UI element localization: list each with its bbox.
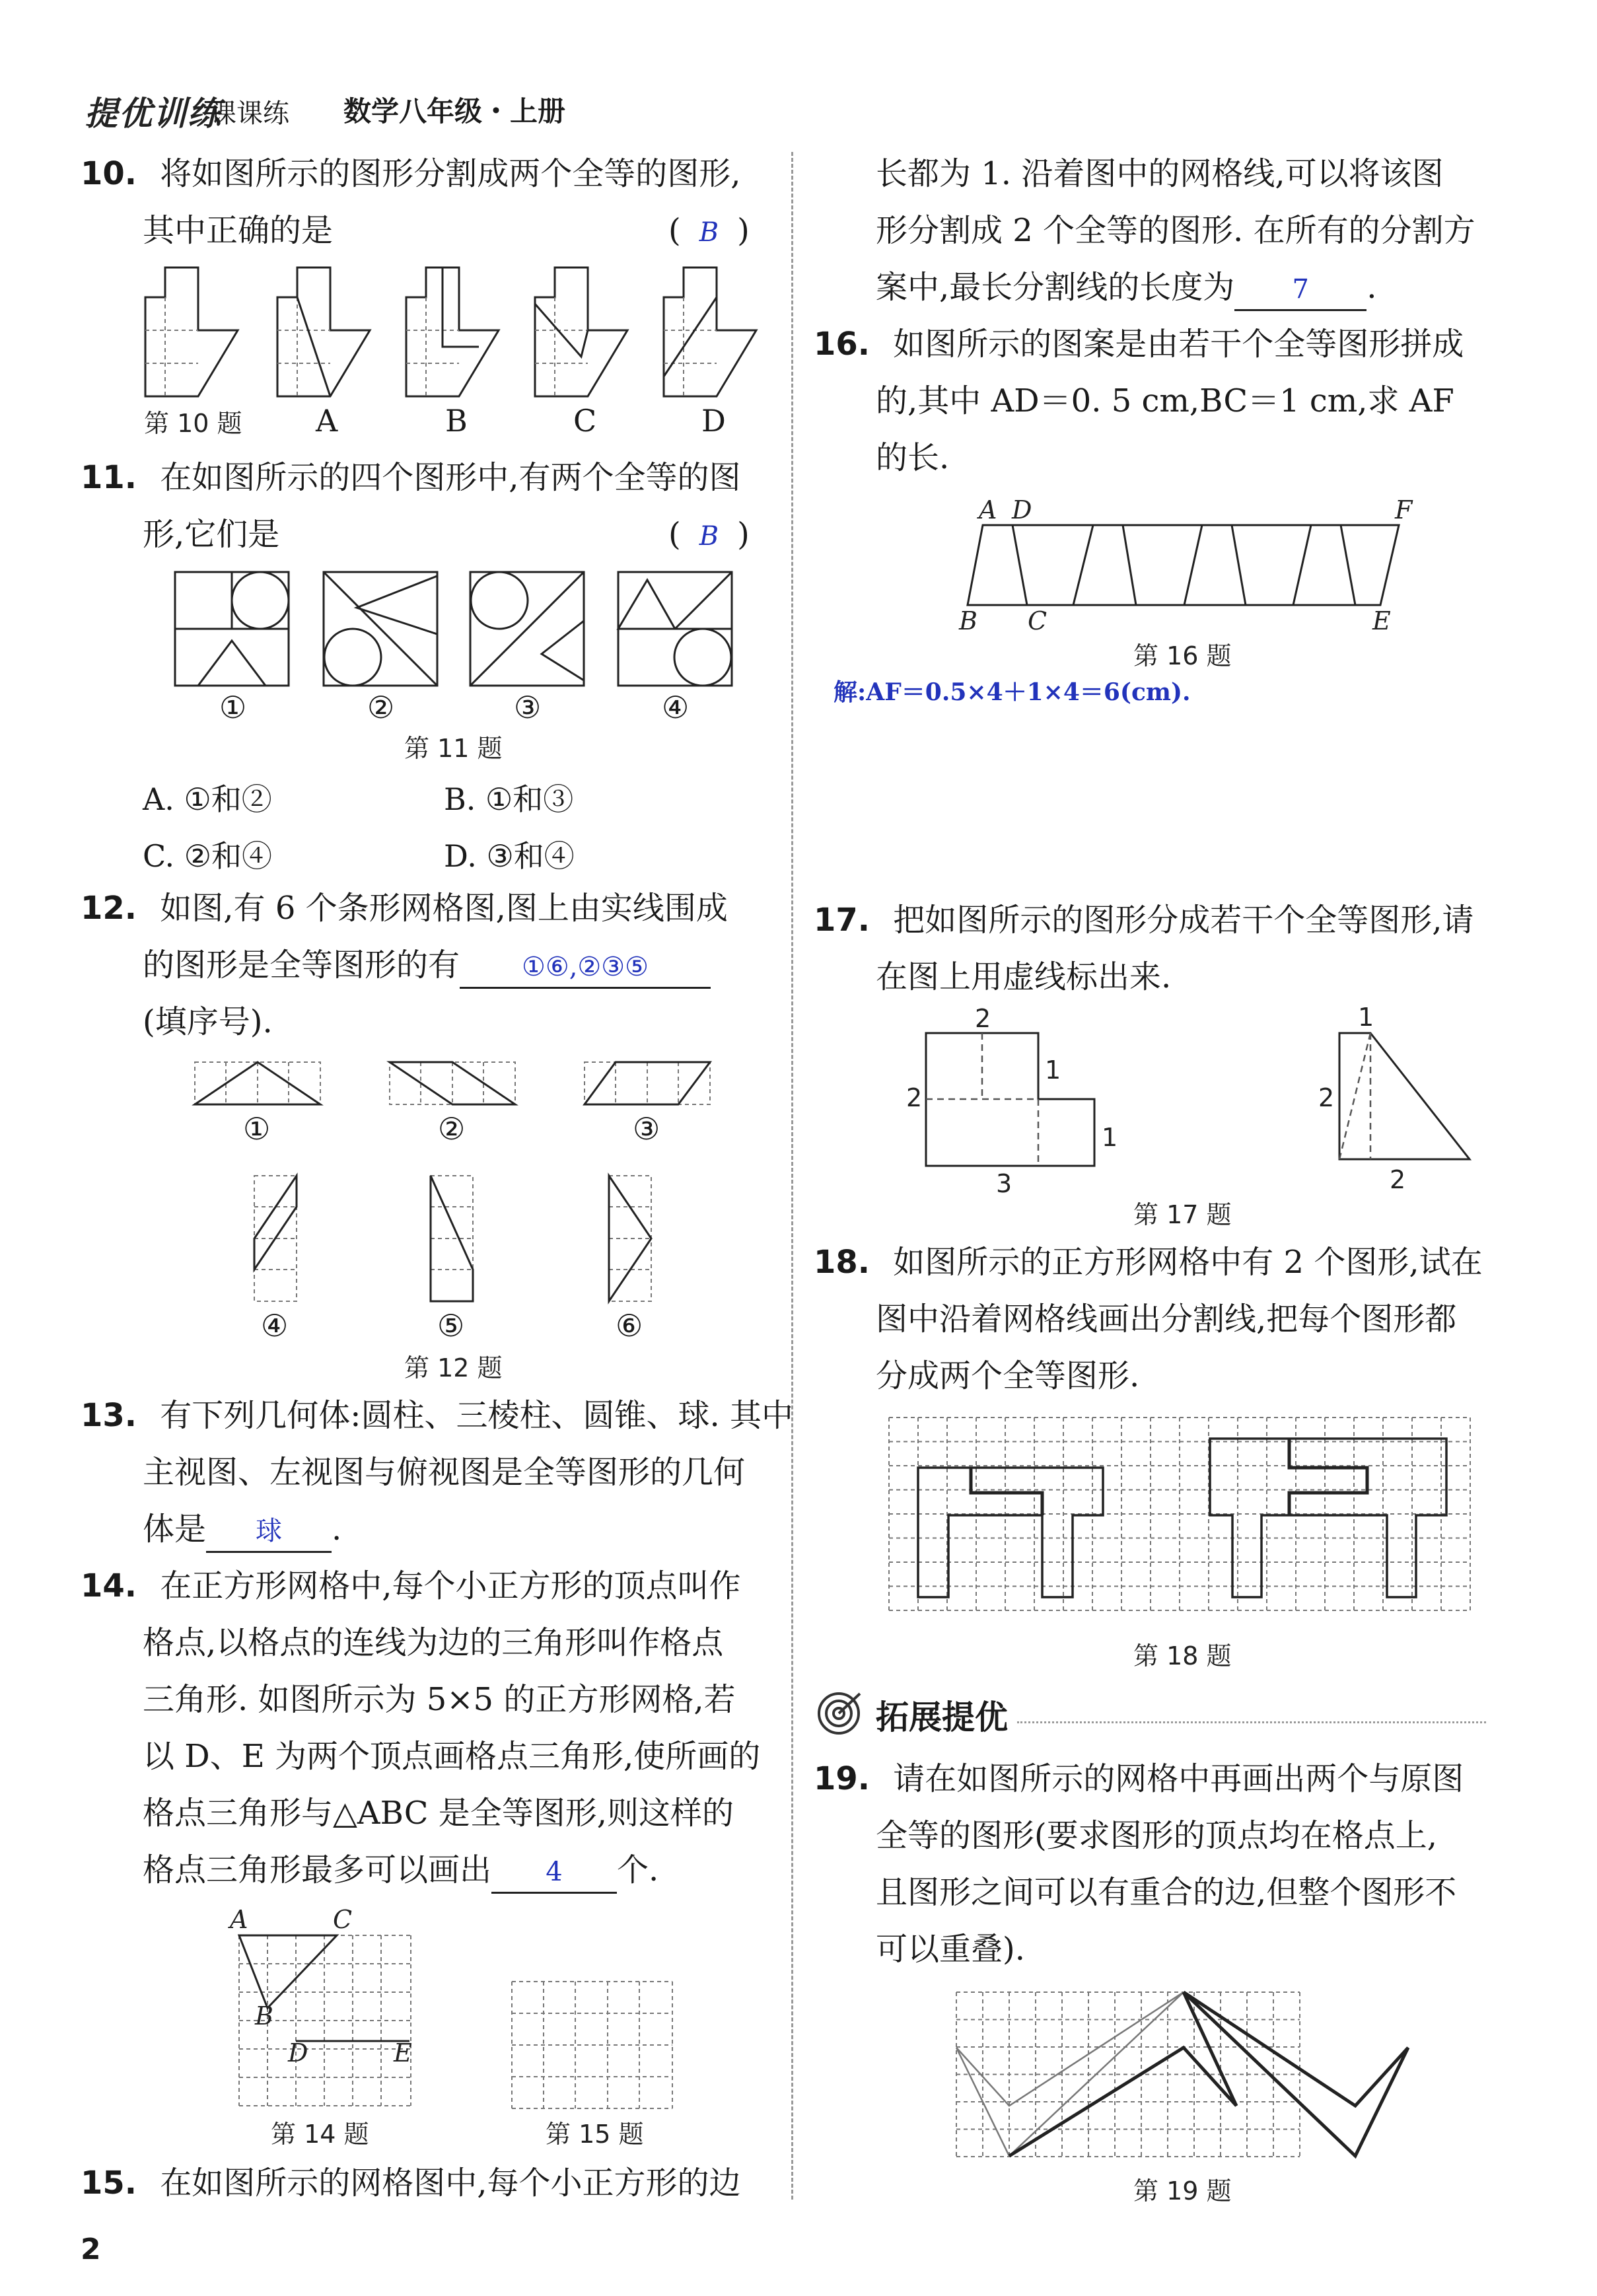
q17-caption: 第 17 题 bbox=[1133, 1200, 1232, 1229]
q12-text2: 的图形是全等图形的有 bbox=[143, 947, 460, 984]
q10-caption: 第 10 题 bbox=[144, 409, 242, 438]
q15-cont1: 长都为 1. 沿着图中的网格线,可以将该图 bbox=[876, 155, 1444, 192]
q12-fig-label-6: ⑥ bbox=[616, 1308, 643, 1344]
q14-line1: 14. 在正方形网格中,每个小正方形的顶点叫作 bbox=[81, 1567, 741, 1604]
q12-fig-label-3: ③ bbox=[633, 1111, 660, 1147]
q12-number: 12. bbox=[81, 890, 137, 927]
brand-subtitle: 课课练 bbox=[210, 98, 289, 129]
q14-point-c: C bbox=[333, 1905, 353, 1934]
q15-answer: 7 bbox=[1234, 269, 1366, 311]
q10-label-a: A bbox=[316, 403, 338, 439]
q19-line4: 可以重叠). bbox=[876, 1931, 1025, 1968]
q11-caption: 第 11 题 bbox=[404, 734, 503, 763]
q13-text2: 主视图、左视图与俯视图是全等图形的几何 bbox=[143, 1454, 746, 1491]
q14-line4: 以 D、E 为两个顶点画格点三角形,使所画的 bbox=[143, 1738, 761, 1775]
q12-text1: 如图,有 6 个条形网格图,图上由实线围成 bbox=[160, 890, 728, 927]
q17-label-right: 1 bbox=[1102, 1123, 1118, 1152]
q10-text1: 将如图所示的图形分割成两个全等的图形, bbox=[160, 155, 741, 192]
q17-label-top: 2 bbox=[975, 1004, 991, 1033]
q17-text2: 在图上用虚线标出来. bbox=[876, 958, 1172, 995]
q12-fig-label-2: ② bbox=[438, 1111, 466, 1147]
q11-answer: B bbox=[699, 521, 719, 552]
q10-label-d: D bbox=[701, 403, 726, 439]
q14-point-d: D bbox=[288, 2038, 308, 2067]
q16-text2: 的,其中 AD＝0. 5 cm,BC＝1 cm,求 AF bbox=[876, 382, 1454, 419]
q17-label-bottom: 3 bbox=[996, 1169, 1012, 1198]
q16-point-d: D bbox=[1012, 495, 1032, 524]
q11-option-a: A. ①和② bbox=[143, 781, 272, 817]
q14-line2: 格点,以格点的连线为边的三角形叫作格点 bbox=[143, 1624, 724, 1661]
q13-text1: 有下列几何体:圆柱、三棱柱、圆锥、球. 其中 bbox=[160, 1397, 793, 1434]
q10-text2: 其中正确的是 bbox=[143, 212, 334, 249]
q12-fig-label-1: ① bbox=[243, 1111, 271, 1147]
q14-point-e: E bbox=[394, 2038, 412, 2067]
q10-answer: B bbox=[699, 217, 719, 248]
q10-label-c: C bbox=[573, 403, 597, 439]
q11-fig-label-1: ① bbox=[219, 690, 247, 725]
q14-caption: 第 14 题 bbox=[271, 2120, 369, 2149]
q19-line1: 19. 请在如图所示的网格中再画出两个与原图 bbox=[814, 1760, 1464, 1797]
q16-solution: 解:AF＝0.5×4＋1×4＝6(cm). bbox=[834, 678, 1191, 706]
q14-number: 14. bbox=[81, 1567, 137, 1604]
q10-label-b: B bbox=[445, 403, 468, 439]
q16-point-b: B bbox=[959, 606, 977, 635]
q16-number: 16. bbox=[814, 326, 870, 363]
q17-label-mid: 1 bbox=[1045, 1056, 1061, 1085]
q18-text2: 图中沿着网格线画出分割线,把每个图形都 bbox=[876, 1301, 1457, 1338]
q19-caption: 第 19 题 bbox=[1133, 2176, 1232, 2206]
q13-answer: 球 bbox=[206, 1511, 332, 1553]
q17-label-left: 2 bbox=[906, 1083, 923, 1112]
q13-line3: 体是 球 . bbox=[143, 1501, 341, 1558]
q14-line6: 格点三角形最多可以画出 4 个. bbox=[143, 1842, 658, 1898]
q15-cont3: 案中,最长分割线的长度为 7 . bbox=[876, 259, 1377, 316]
q17-r-label-left: 2 bbox=[1318, 1083, 1335, 1112]
q16-point-f: F bbox=[1395, 495, 1413, 524]
q11-text2: 形,它们是 bbox=[143, 516, 280, 553]
q19-line2: 全等的图形(要求图形的顶点均在格点上, bbox=[876, 1817, 1437, 1854]
q17-line1: 17. 把如图所示的图形分成若干个全等图形,请 bbox=[814, 902, 1474, 939]
q12-answer: ①⑥,②③⑤ bbox=[460, 947, 711, 989]
q12-caption: 第 12 题 bbox=[404, 1353, 503, 1382]
q17-r-label-bottom: 2 bbox=[1390, 1165, 1406, 1194]
q14-line3: 三角形. 如图所示为 5×5 的正方形网格,若 bbox=[143, 1681, 736, 1718]
q18-line1: 18. 如图所示的正方形网格中有 2 个图形,试在 bbox=[814, 1244, 1483, 1281]
section-title: 拓展提优 bbox=[876, 1698, 1008, 1737]
q14-point-a: A bbox=[230, 1905, 248, 1934]
q11-answer-paren: ( B ) bbox=[668, 516, 750, 553]
q18-caption: 第 18 题 bbox=[1133, 1641, 1232, 1670]
q16-text3: 的长. bbox=[876, 439, 950, 476]
q11-option-b: B. ①和③ bbox=[444, 781, 574, 817]
q11-option-d: D. ③和④ bbox=[444, 838, 575, 874]
q14-point-b: B bbox=[255, 2001, 273, 2030]
q17-number: 17. bbox=[814, 902, 870, 939]
q15-line1: 15. 在如图所示的网格图中,每个小正方形的边 bbox=[81, 2165, 741, 2202]
q11-option-c: C. ②和④ bbox=[143, 838, 273, 874]
q16-caption: 第 16 题 bbox=[1133, 641, 1232, 670]
q13-number: 13. bbox=[81, 1397, 137, 1434]
brand-logo: 提优训练 bbox=[85, 94, 222, 133]
q12-fig-label-4: ④ bbox=[261, 1308, 289, 1344]
q18-text3: 分成两个全等图形. bbox=[876, 1357, 1140, 1394]
q14-answer: 4 bbox=[491, 1852, 617, 1894]
q19-number: 19. bbox=[814, 1760, 870, 1797]
q15-caption: 第 15 题 bbox=[546, 2120, 644, 2149]
q10-number: 10. bbox=[81, 155, 137, 192]
q16-point-a: A bbox=[979, 495, 997, 524]
page-number: 2 bbox=[81, 2233, 101, 2266]
q18-number: 18. bbox=[814, 1244, 870, 1281]
q15-number: 15. bbox=[81, 2165, 137, 2202]
q19-line3: 且图形之间可以有重合的边,但整个图形不 bbox=[876, 1874, 1457, 1911]
q16-line1: 16. 如图所示的图案是由若干个全等图形拼成 bbox=[814, 326, 1464, 363]
q16-point-e: E bbox=[1372, 606, 1391, 635]
q12-text3: (填序号). bbox=[143, 1003, 273, 1040]
book-title: 数学八年级・上册 bbox=[343, 95, 566, 127]
q11-text1: 在如图所示的四个图形中,有两个全等的图 bbox=[160, 459, 741, 496]
q15-cont2: 形分割成 2 个全等的图形. 在所有的分割方 bbox=[876, 212, 1475, 249]
q11-fig-label-3: ③ bbox=[514, 690, 542, 725]
q16-point-c: C bbox=[1028, 606, 1047, 635]
q11-fig-label-2: ② bbox=[367, 690, 395, 725]
q12-fig-label-5: ⑤ bbox=[437, 1308, 465, 1344]
q11-number: 11. bbox=[81, 459, 137, 496]
q14-line5: 格点三角形与△ABC 是全等图形,则这样的 bbox=[143, 1795, 734, 1832]
q17-r-label-top: 1 bbox=[1358, 1003, 1374, 1032]
q11-fig-label-4: ④ bbox=[662, 690, 690, 725]
q10-answer-paren: ( B ) bbox=[668, 212, 750, 249]
